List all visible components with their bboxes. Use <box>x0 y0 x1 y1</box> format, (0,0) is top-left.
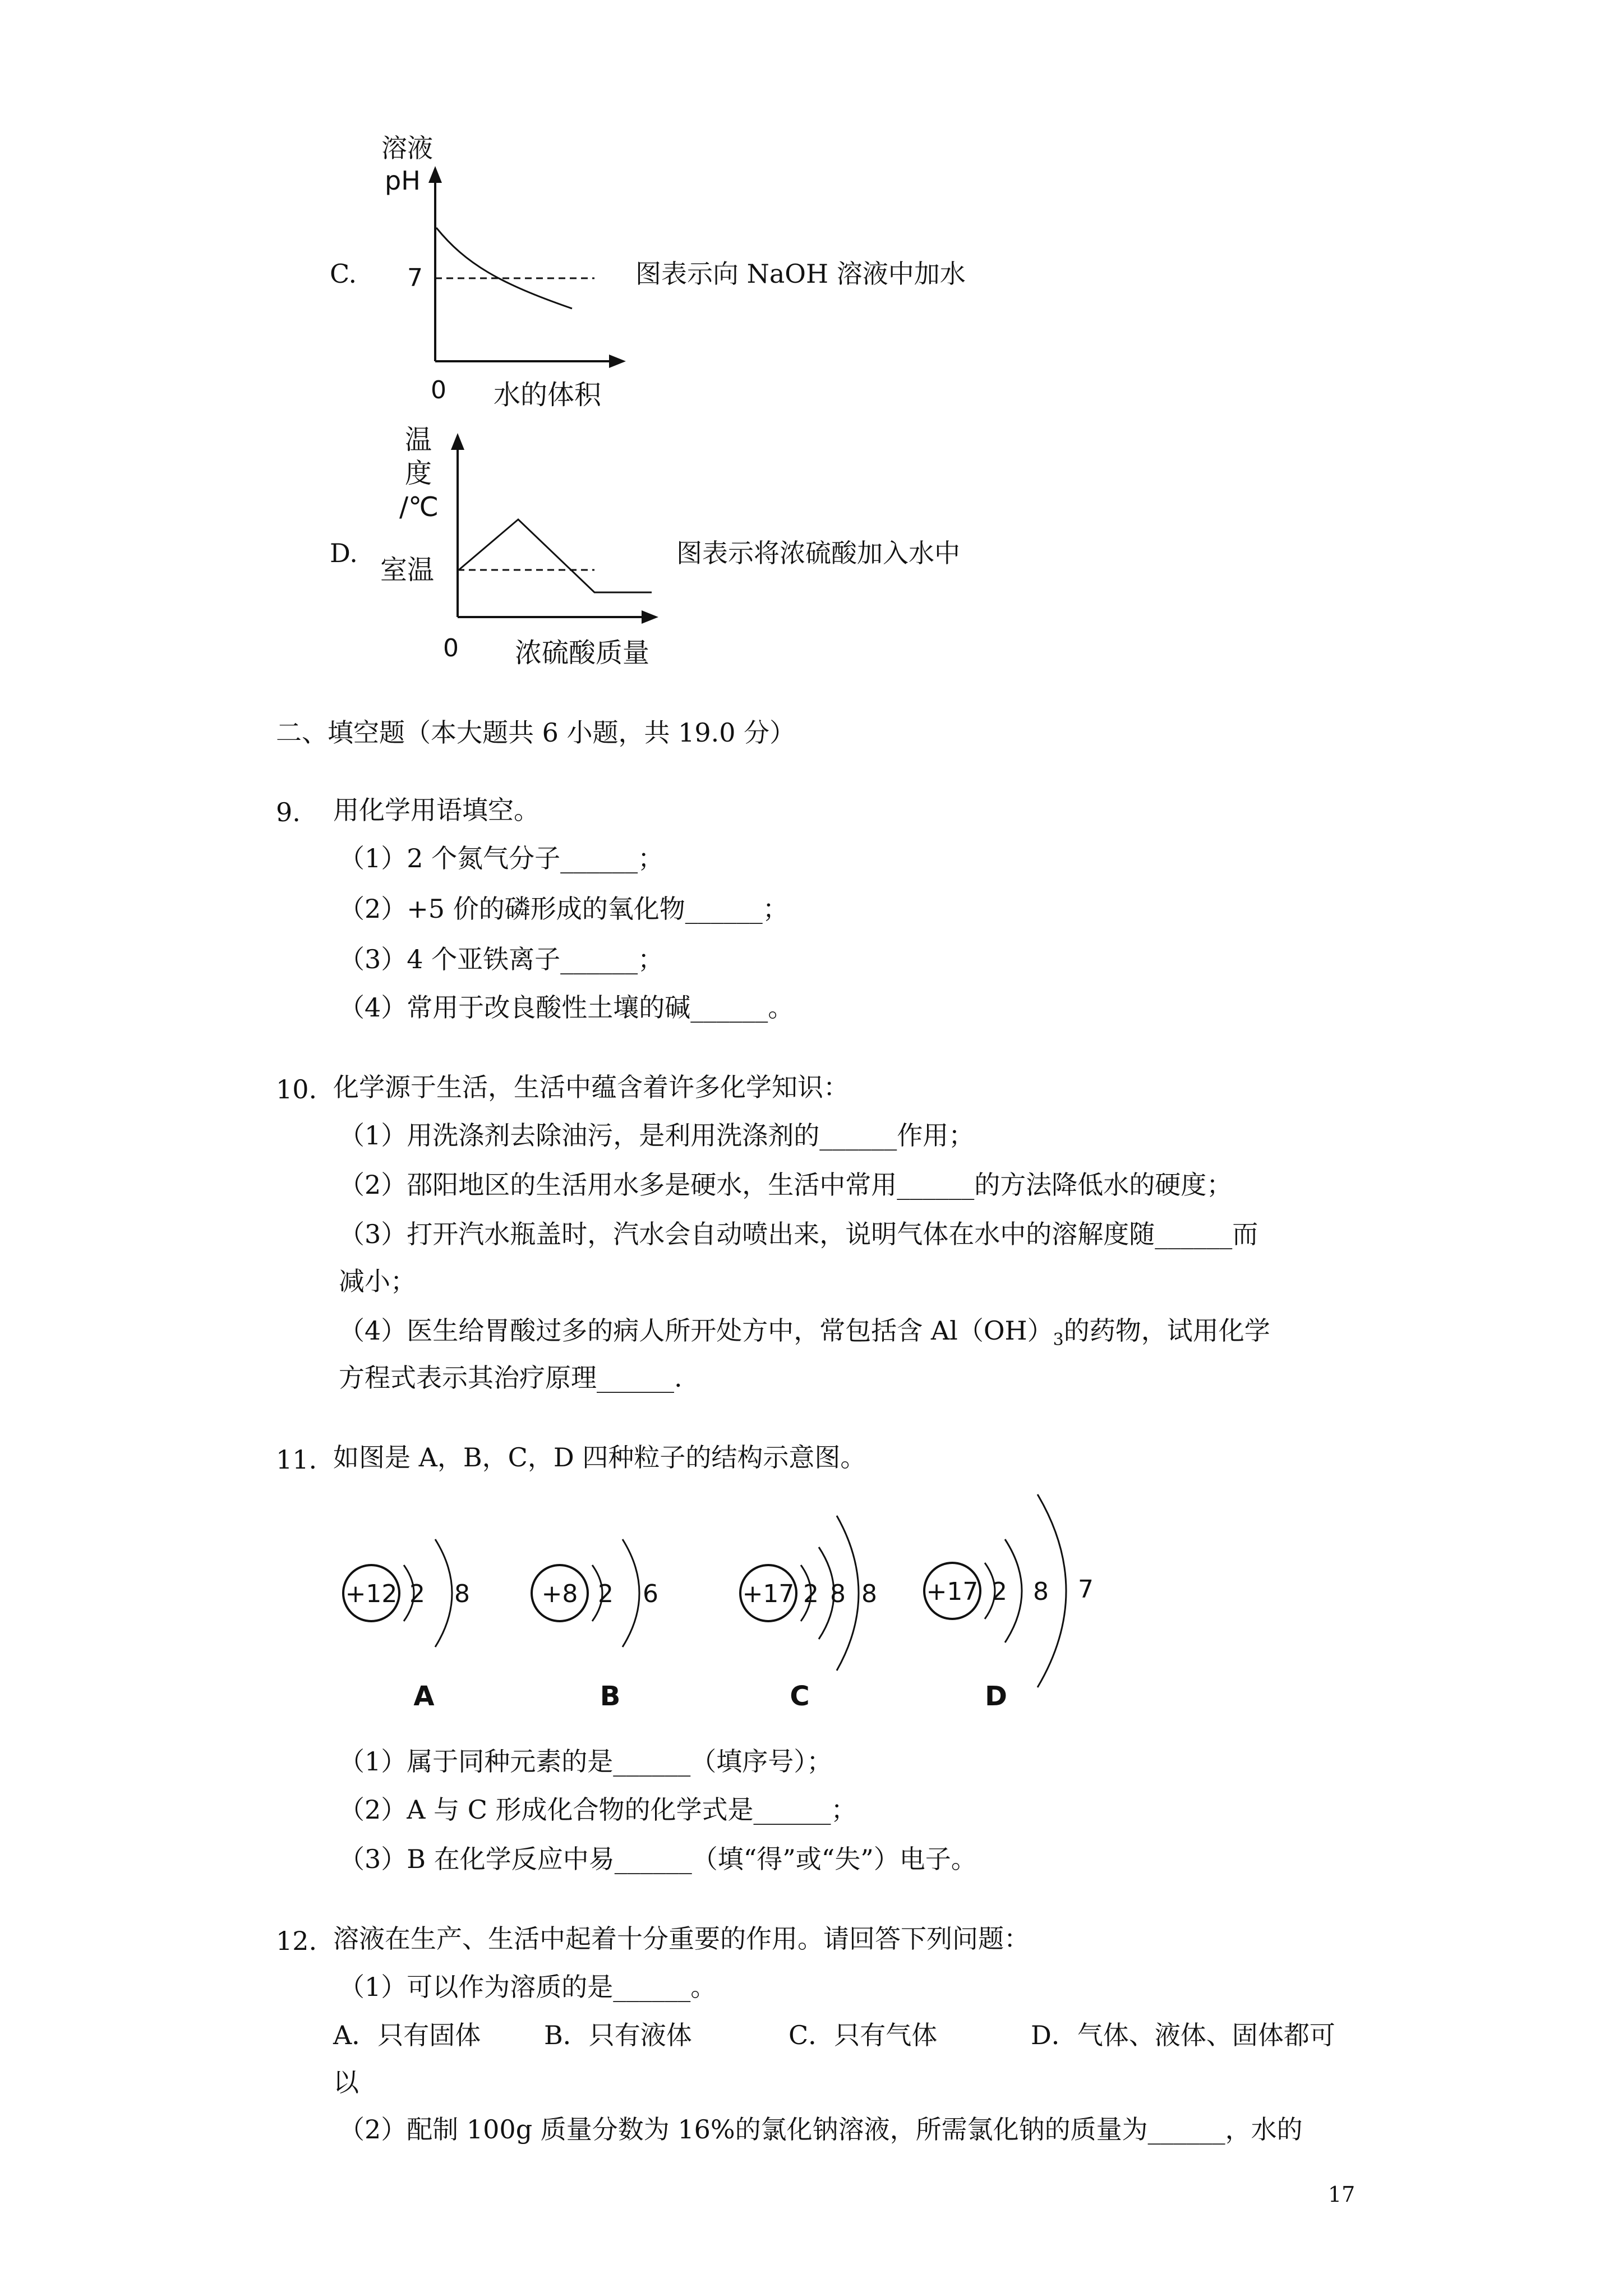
nucleus-charge: +17 <box>742 1580 795 1608</box>
particle-d <box>924 1494 1094 1712</box>
q10-item: （1）用洗涤剂去除油污，是利用洗涤剂的______作用； <box>339 1120 975 1151</box>
q12-number: 12. <box>276 1926 317 1956</box>
q11-number: 11. <box>276 1444 317 1475</box>
page-number: 17 <box>1328 2182 1355 2207</box>
shell-electrons: 8 <box>454 1580 470 1608</box>
q12-item: （1）可以作为溶质的是______。 <box>339 1972 717 2002</box>
origin-label: 0 <box>431 376 446 404</box>
y-axis-label-line1: 溶液 <box>381 133 433 163</box>
y-axis-arrow <box>451 433 464 450</box>
section-title: 二、填空题（本大题共 6 小题，共 19.0 分） <box>276 717 796 748</box>
shell-electrons: 2 <box>598 1580 614 1608</box>
temperature-curve <box>459 519 652 592</box>
option-d-label: D. <box>330 538 358 568</box>
shell-electrons: 6 <box>643 1580 658 1608</box>
y-axis-label-line3: /℃ <box>399 491 439 523</box>
shell-electrons: 8 <box>830 1580 846 1608</box>
nucleus-charge: +12 <box>345 1580 398 1608</box>
q12-option: B．只有液体 <box>544 2020 692 2050</box>
q12-option: D．气体、液体、固体都可 <box>1031 2020 1335 2050</box>
particle-label: C <box>790 1681 810 1712</box>
particle-label: D <box>985 1681 1007 1712</box>
q12-option-continued: 以 <box>333 2067 359 2097</box>
particle-label: B <box>600 1681 621 1712</box>
q11-item: （2）A 与 C 形成化合物的化学式是______； <box>339 1795 857 1825</box>
q10-item-continued: 减小； <box>339 1266 416 1296</box>
shell-electrons: 2 <box>803 1580 819 1608</box>
q9-item: （1）2 个氮气分子______； <box>339 843 664 873</box>
y-ref-label: 室温 <box>380 554 435 586</box>
y-axis-label-line1: 温 <box>405 424 432 455</box>
y-axis-arrow <box>428 166 442 183</box>
option-d-caption: 图表示将浓硫酸加入水中 <box>676 538 960 568</box>
q10-item4-text-b: 的药物，试用化学 <box>1063 1315 1270 1346</box>
particle-b <box>532 1539 658 1712</box>
electron-shell <box>623 1539 639 1647</box>
option-c-caption: 图表示向 NaOH 溶液中加水 <box>635 259 966 289</box>
origin-label: 0 <box>443 634 459 662</box>
y-ref-label: 7 <box>407 264 423 292</box>
shell-electrons: 2 <box>409 1580 425 1608</box>
q11-item: （1）属于同种元素的是______（填序号）； <box>339 1746 833 1777</box>
x-axis-arrow <box>642 610 658 624</box>
x-axis-arrow <box>609 355 626 368</box>
q10-item4-text-a: （4）医生给胃酸过多的病人所开处方中，常包括含 Al（OH） <box>339 1315 1053 1346</box>
q11-stem: 如图是 A，B，C，D 四种粒子的结构示意图。 <box>333 1442 866 1473</box>
q10-item-continued: 方程式表示其治疗原理______. <box>339 1363 683 1393</box>
q9-number: 9. <box>276 797 301 827</box>
q10-item: （2）邵阳地区的生活用水多是硬水，生活中常用______的方法降低水的硬度； <box>339 1170 1233 1200</box>
q9-stem: 用化学用语填空。 <box>333 795 540 825</box>
q10-number: 10. <box>276 1074 317 1105</box>
ph-curve <box>436 228 572 309</box>
q12-option: A．只有固体 <box>333 2020 481 2050</box>
q12-item: （2）配制 100g 质量分数为 16%的氯化钠溶液，所需氯化钠的质量为______，水的 <box>339 2114 1303 2145</box>
x-axis-label: 浓硫酸质量 <box>515 637 650 669</box>
shell-electrons: 7 <box>1078 1575 1094 1604</box>
q9-item: （4）常用于改良酸性土壤的碱______。 <box>339 992 794 1023</box>
q10-item4-subscript: 3 <box>1053 1330 1064 1350</box>
electron-shell <box>435 1539 452 1647</box>
particle-a <box>343 1539 470 1712</box>
electron-shell <box>1005 1539 1022 1642</box>
q11-item: （3）B 在化学反应中易______（填“得”或“失”）电子。 <box>339 1844 977 1874</box>
particle-c <box>740 1516 877 1712</box>
q12-stem: 溶液在生产、生活中起着十分重要的作用。请回答下列问题： <box>333 1924 1030 1954</box>
option-c-label: C. <box>330 259 357 289</box>
q9-item: （2）+5 价的磷形成的氧化物______； <box>339 894 789 924</box>
shell-electrons: 8 <box>1033 1577 1049 1606</box>
nucleus-charge: +17 <box>926 1577 979 1606</box>
y-axis-label-line2: 度 <box>405 458 432 489</box>
particle-label: A <box>413 1681 435 1712</box>
shell-electrons: 8 <box>861 1580 877 1608</box>
q10-item: （3）打开汽水瓶盖时，汽水会自动喷出来，说明气体在水中的溶解度随______而 <box>339 1219 1258 1249</box>
shell-electrons: 2 <box>992 1577 1007 1606</box>
y-axis-label-line2: pH <box>385 165 421 196</box>
particle-structure-diagram <box>325 1481 1122 1733</box>
option-d-chart <box>370 415 673 684</box>
q10-stem: 化学源于生活，生活中蕴含着许多化学知识： <box>333 1072 849 1102</box>
option-c-chart <box>370 123 634 415</box>
q12-option: C．只有气体 <box>789 2020 938 2050</box>
q9-item: （3）4 个亚铁离子______； <box>339 944 664 974</box>
x-axis-label: 水的体积 <box>494 379 602 411</box>
nucleus-charge: +8 <box>541 1580 578 1608</box>
q10-item <box>339 1314 1270 1357</box>
